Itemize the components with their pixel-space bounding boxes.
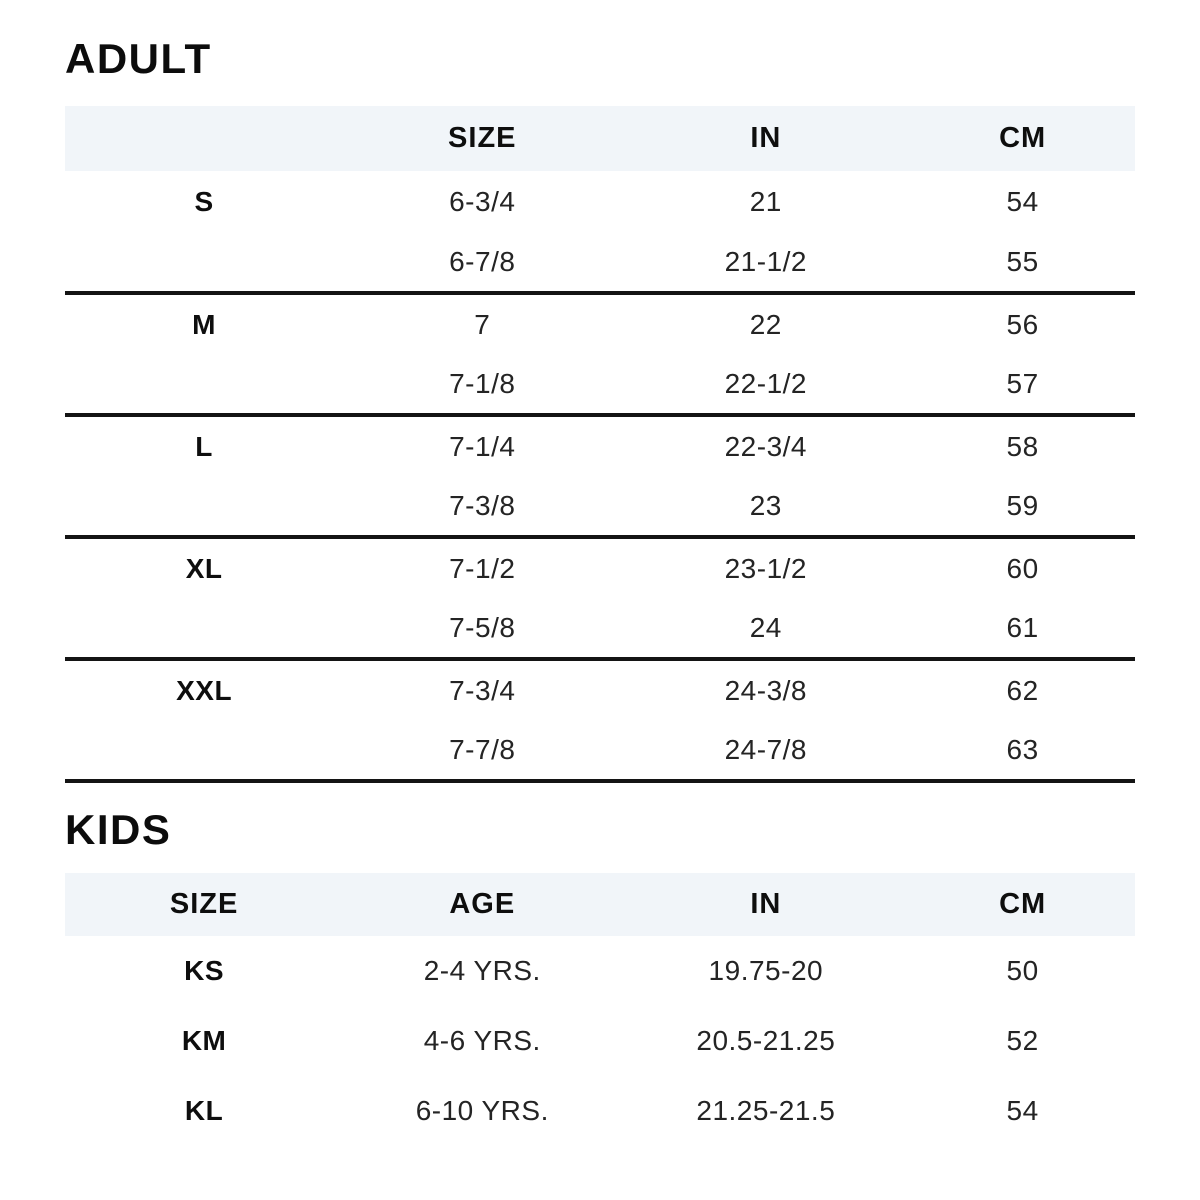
adult-size-table xyxy=(65,106,1135,783)
adult-group-s xyxy=(65,171,1135,293)
size-group-label: XL xyxy=(185,552,223,584)
adult-col-head-cm: CM xyxy=(999,122,1047,154)
table-row xyxy=(65,1076,1135,1146)
kids-header-row xyxy=(65,873,1135,936)
in-cell: 21 xyxy=(749,185,782,217)
cm-cell: 60 xyxy=(1006,552,1039,584)
table-row xyxy=(65,232,1135,293)
cm-cell: 62 xyxy=(1006,674,1039,706)
table-row xyxy=(65,598,1135,659)
size-cell: 7-1/8 xyxy=(449,367,516,399)
table-row xyxy=(65,354,1135,415)
kids-table-body xyxy=(65,936,1135,1146)
cm-cell: 52 xyxy=(1006,1025,1039,1056)
size-cell: 7-5/8 xyxy=(449,611,516,643)
cm-cell: 57 xyxy=(1006,367,1039,399)
in-cell: 23-1/2 xyxy=(724,552,808,584)
cm-cell: 59 xyxy=(1006,489,1039,521)
adult-table-header xyxy=(65,106,1135,171)
size-group-label-spacer xyxy=(65,232,343,293)
in-cell: 19.75-20 xyxy=(708,955,824,986)
table-row xyxy=(65,720,1135,781)
size-group-label: M xyxy=(192,308,216,340)
cm-cell: 50 xyxy=(1006,955,1039,986)
kids-table-header xyxy=(65,873,1135,936)
in-cell: 20.5-21.25 xyxy=(696,1025,836,1056)
kids-col-head-age: AGE xyxy=(449,888,516,920)
in-cell: 24-7/8 xyxy=(724,733,808,765)
table-row xyxy=(65,936,1135,1006)
in-cell: 21.25-21.5 xyxy=(696,1095,836,1126)
size-group-label: S xyxy=(194,185,214,217)
size-cell: 6-3/4 xyxy=(449,185,516,217)
in-cell: 21-1/2 xyxy=(724,245,808,277)
age-cell: 6-10 YRS. xyxy=(415,1095,549,1126)
table-row xyxy=(65,537,1135,598)
size-group-label-spacer xyxy=(65,720,343,781)
cm-cell: 61 xyxy=(1006,611,1039,643)
size-cell: 7-1/4 xyxy=(449,430,516,462)
in-cell: 22-3/4 xyxy=(724,430,808,462)
cm-cell: 54 xyxy=(1006,185,1039,217)
kids-size-table xyxy=(65,873,1135,1146)
adult-col-head-blank xyxy=(65,106,343,171)
in-cell: 24 xyxy=(749,611,782,643)
in-cell: 22 xyxy=(749,308,782,340)
in-cell: 22-1/2 xyxy=(724,367,808,399)
cm-cell: 54 xyxy=(1006,1095,1039,1126)
size-group-label-spacer xyxy=(65,354,343,415)
size-cell: 7-1/2 xyxy=(449,552,516,584)
size-group-label-spacer xyxy=(65,598,343,659)
adult-group-xxl xyxy=(65,659,1135,781)
size-cell: 7-7/8 xyxy=(449,733,516,765)
size-cell: 6-7/8 xyxy=(449,245,516,277)
adult-group-xl xyxy=(65,537,1135,659)
kids-section-title: KIDS xyxy=(65,806,172,853)
size-cell: 7-3/4 xyxy=(449,674,516,706)
cm-cell: 55 xyxy=(1006,245,1039,277)
size-cell: 7 xyxy=(474,308,491,340)
table-row xyxy=(65,171,1135,232)
table-row xyxy=(65,293,1135,354)
size-group-label: XXL xyxy=(176,674,233,706)
table-row xyxy=(65,659,1135,720)
table-row xyxy=(65,415,1135,476)
adult-col-head-in: IN xyxy=(750,122,782,154)
adult-group-l xyxy=(65,415,1135,537)
adult-section-title: ADULT xyxy=(65,35,212,82)
size-cell: 7-3/8 xyxy=(449,489,516,521)
kids-size-label: KM xyxy=(181,1025,227,1056)
size-group-label-spacer xyxy=(65,476,343,537)
table-row xyxy=(65,476,1135,537)
age-cell: 2-4 YRS. xyxy=(423,955,541,986)
kids-col-head-cm: CM xyxy=(999,888,1047,920)
kids-size-label: KL xyxy=(184,1095,224,1126)
in-cell: 23 xyxy=(749,489,782,521)
age-cell: 4-6 YRS. xyxy=(423,1025,541,1056)
table-row xyxy=(65,1006,1135,1076)
cm-cell: 63 xyxy=(1006,733,1039,765)
adult-col-head-size: SIZE xyxy=(448,122,517,154)
kids-col-head-size: SIZE xyxy=(169,888,239,920)
kids-size-label: KS xyxy=(184,955,225,986)
cm-cell: 56 xyxy=(1006,308,1039,340)
adult-group-m xyxy=(65,293,1135,415)
size-group-label: L xyxy=(195,430,213,462)
cm-cell: 58 xyxy=(1006,430,1039,462)
adult-header-row xyxy=(65,106,1135,171)
kids-col-head-in: IN xyxy=(750,888,782,920)
in-cell: 24-3/8 xyxy=(724,674,808,706)
